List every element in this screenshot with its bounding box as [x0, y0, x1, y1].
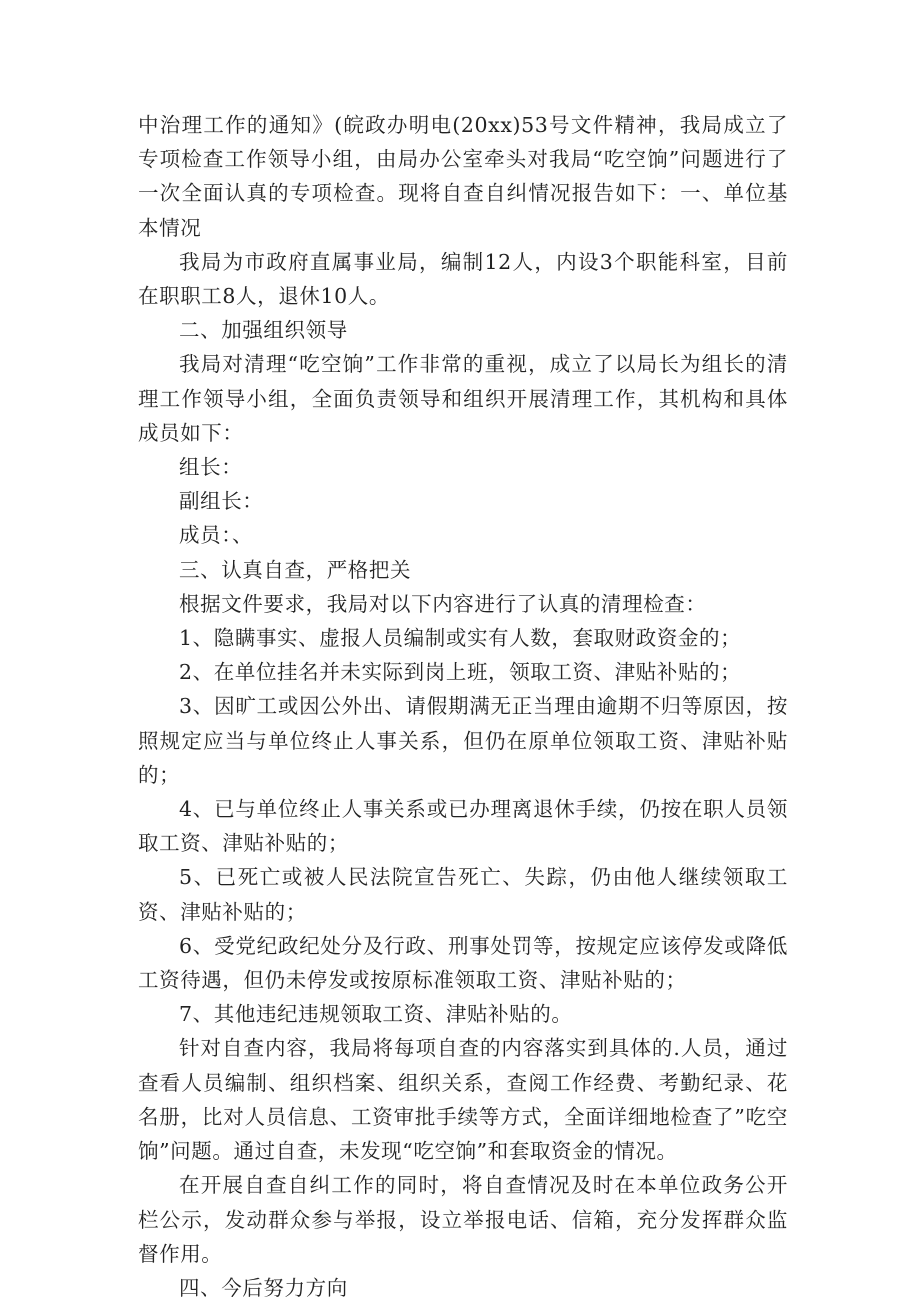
document-paragraph: 针对自查内容，我局将每项自查的内容落实到具体的.人员，通过查看人员编制、组织档案、组织关系，查阅工作经费、考勤纪录、花名册，比对人员信息、工资审批手续等方式，全面详细地检查了”吃空饷”问题。通过自查，未发现“吃空饷”和套取资金的情况。 — [138, 1036, 788, 1164]
document-paragraph: 成员：、 — [179, 523, 254, 548]
document-paragraph: 7、其他违纪违规领取工资、津贴补贴的。 — [179, 1002, 573, 1027]
document-paragraph: 副组长： — [179, 489, 264, 514]
document-body — [138, 108, 788, 1305]
document-paragraph: 2、在单位挂名并未实际到岗上班，领取工资、津贴补贴的； — [179, 660, 742, 685]
document-paragraph: 4、已与单位终止人事关系或已办理离退休手续，仍按在职人员领取工资、津贴补贴的； — [138, 797, 788, 856]
document-paragraph: 在开展自查自纠工作的同时，将自查情况及时在本单位政务公开栏公示，发动群众参与举报，设立举报电话、信箱，充分发挥群众监督作用。 — [138, 1173, 788, 1266]
document-paragraph: 3、因旷工或因公外出、请假期满无正当理由逾期不归等原因，按照规定应当与单位终止人事关系，但仍在原单位领取工资、津贴补贴的； — [138, 694, 788, 787]
document-paragraph: 三、认真自查，严格把关 — [179, 557, 412, 582]
document-paragraph: 1、隐瞒事实、虚报人员编制或实有人数，套取财政资金的； — [179, 626, 742, 651]
document-paragraph: 根据文件要求，我局对以下内容进行了认真的清理检查： — [179, 591, 707, 616]
document-paragraph: 6、受党纪政纪处分及行政、刑事处罚等，按规定应该停发或降低工资待遇，但仍未停发或按原标准领取工资、津贴补贴的； — [138, 933, 788, 993]
document-paragraph: 二、加强组织领导 — [179, 318, 348, 343]
document-paragraph: 5、已死亡或被人民法院宣告死亡、失踪，仍由他人继续领取工资、津贴补贴的； — [138, 865, 788, 924]
document-paragraph: 我局对清理“吃空饷”工作非常的重视，成立了以局长为组长的清理工作领导小组，全面负责领导和组织开展清理工作，其机构和具体成员如下： — [138, 352, 788, 445]
document-paragraph: 组长： — [179, 455, 243, 480]
document-paragraph: 我局为市政府直属事业局，编制12人，内设3个职能科室，目前在职职工8人，退休10人。 — [138, 249, 788, 309]
document-paragraph: 中治理工作的通知》(皖政办明电(20xx)53号文件精神，我局成立了专项检查工作领导小组，由局办公室牵头对我局“吃空饷”问题进行了一次全面认真的专项检查。现将自查自纠情况报告如下：一、单位基本情况 — [138, 113, 788, 240]
document-paragraph: 四、今后努力方向 — [179, 1275, 348, 1300]
